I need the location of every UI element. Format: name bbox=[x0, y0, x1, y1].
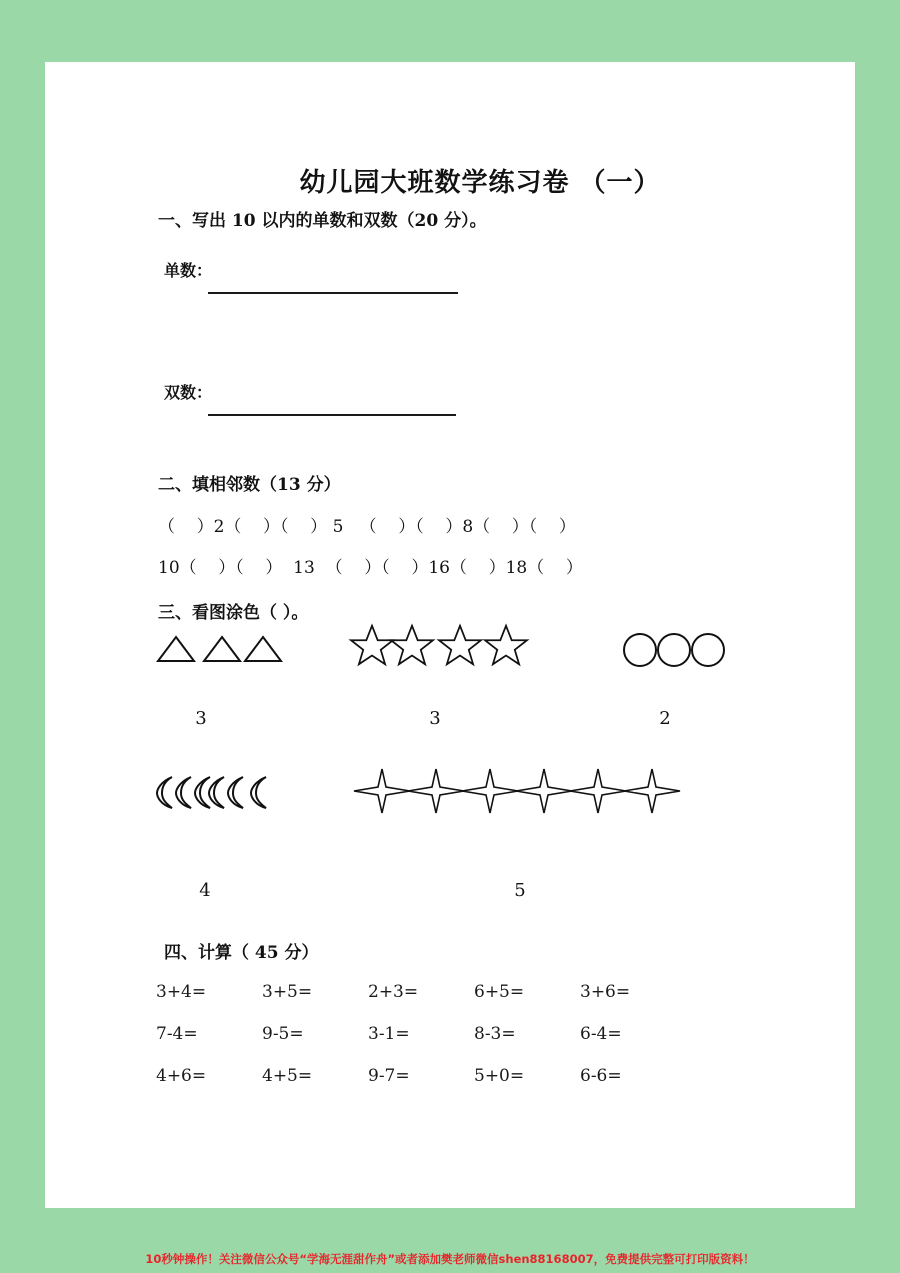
calculation-item[interactable]: 6-4= bbox=[580, 1024, 622, 1044]
shape-group-crescent-moons bbox=[154, 774, 270, 810]
five-point-star-icon bbox=[350, 624, 394, 666]
calculation-row bbox=[156, 982, 686, 1002]
count-label: 4 bbox=[199, 880, 211, 901]
circle-icon bbox=[622, 632, 658, 668]
count-label: 5 bbox=[514, 880, 526, 901]
section-one-heading: 一、写出 10 以内的单数和双数（20 分）。 bbox=[158, 211, 487, 231]
worksheet-content bbox=[150, 62, 810, 1208]
calculation-row bbox=[156, 1066, 686, 1086]
calculation-item[interactable]: 6-6= bbox=[580, 1066, 622, 1086]
triangle-icon bbox=[156, 634, 196, 664]
even-numbers-answer-line[interactable] bbox=[208, 414, 456, 416]
four-point-star-icon bbox=[569, 768, 627, 814]
neighbor-row[interactable]: （ ）2（ ）（ ） 5 （ ）（ ）8（ ）（ ） bbox=[158, 517, 576, 537]
five-point-star-icon bbox=[484, 624, 528, 666]
calculation-row bbox=[156, 1024, 686, 1044]
triangle-icon bbox=[202, 634, 242, 664]
worksheet-page bbox=[45, 62, 855, 1208]
section-three-heading: 三、看图涂色（ ）。 bbox=[158, 603, 309, 623]
count-label: 3 bbox=[195, 708, 207, 729]
count-label: 2 bbox=[659, 708, 671, 729]
calculation-item[interactable]: 9-5= bbox=[262, 1024, 304, 1044]
four-point-star-icon bbox=[515, 768, 573, 814]
five-point-star-icon bbox=[390, 624, 434, 666]
four-point-star-icon bbox=[461, 768, 519, 814]
circle-icon bbox=[690, 632, 726, 668]
four-point-star-icon bbox=[353, 768, 411, 814]
calculation-item[interactable]: 7-4= bbox=[156, 1024, 198, 1044]
triangle-icon bbox=[243, 634, 283, 664]
crescent-moon-icon bbox=[225, 774, 247, 810]
circle-icon bbox=[656, 632, 692, 668]
even-numbers-label: 双数： bbox=[164, 383, 213, 402]
calculation-item[interactable]: 3+4= bbox=[156, 982, 207, 1002]
calculation-item[interactable]: 5+0= bbox=[474, 1066, 525, 1086]
shape-group-circles bbox=[622, 632, 726, 668]
calculation-item[interactable]: 6+5= bbox=[474, 982, 525, 1002]
calculation-item[interactable]: 9-7= bbox=[368, 1066, 410, 1086]
shape-group-five-point-stars bbox=[350, 624, 528, 666]
calculation-item[interactable]: 4+5= bbox=[262, 1066, 313, 1086]
section-four-heading: 四、计算（ 45 分） bbox=[164, 943, 319, 963]
shape-group-triangles bbox=[156, 634, 283, 664]
section-two-heading: 二、填相邻数（13 分） bbox=[158, 475, 341, 495]
odd-numbers-label: 单数： bbox=[164, 261, 213, 280]
four-point-star-icon bbox=[623, 768, 681, 814]
neighbor-row[interactable]: 10（ ）（ ） 13 （ ）（ ）16（ ）18（ ） bbox=[158, 558, 583, 578]
page-title: 幼儿园大班数学练习卷 （一） bbox=[299, 168, 661, 198]
calculation-item[interactable]: 3+5= bbox=[262, 982, 313, 1002]
calculation-item[interactable]: 8-3= bbox=[474, 1024, 516, 1044]
five-point-star-icon bbox=[438, 624, 482, 666]
shape-group-four-point-stars bbox=[353, 768, 681, 814]
promo-footer-text: 10秒钟操作！关注微信公众号“学海无涯甜作舟”或者添加樊老师微信shen88168007，免费提供完整可打印版资料！ bbox=[145, 1252, 755, 1266]
crescent-moon-icon bbox=[248, 774, 270, 810]
odd-numbers-answer-line[interactable] bbox=[208, 292, 458, 294]
calculation-item[interactable]: 2+3= bbox=[368, 982, 419, 1002]
calculation-item[interactable]: 4+6= bbox=[156, 1066, 207, 1086]
calculation-item[interactable]: 3+6= bbox=[580, 982, 631, 1002]
count-label: 3 bbox=[429, 708, 441, 729]
four-point-star-icon bbox=[407, 768, 465, 814]
calculation-item[interactable]: 3-1= bbox=[368, 1024, 410, 1044]
